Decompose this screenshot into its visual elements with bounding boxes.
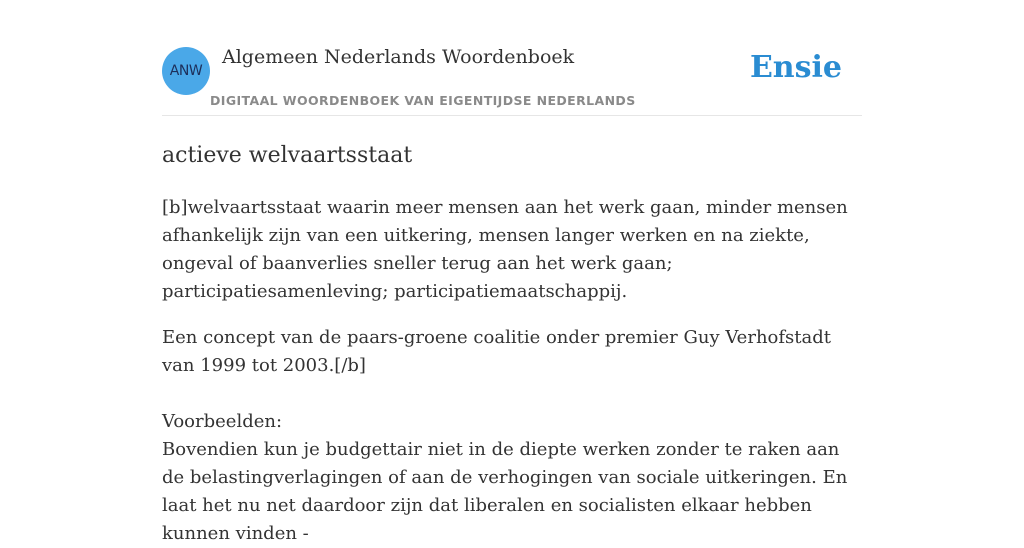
spacer: [162, 380, 862, 408]
example-text: Bovendien kun je budgettair niet in de diepte werken zonder te raken aan de belastingverlagingen of aan de verhogingen van sociale uitkeringen. En laat het nu net daardoor zijn dat liberalen en socialisten elkaar hebben kunnen vinden -: [162, 439, 848, 544]
anw-logo[interactable]: ANW: [162, 47, 210, 95]
examples-label: Voorbeelden:: [162, 411, 283, 432]
ensie-logo-link[interactable]: Ensie: [749, 50, 842, 85]
entry-context: Een concept van de paars-groene coalitie onder premier Guy Verhofstadt van 1999 tot 2003.[/b]: [162, 327, 831, 376]
page: [162, 0, 862, 544]
site-subtitle: DIGITAAL WOORDENBOEK VAN EIGENTIJDSE NEDERLANDS: [210, 93, 636, 108]
site-header: [162, 0, 862, 116]
site-title[interactable]: Algemeen Nederlands Woordenboek: [222, 46, 575, 68]
entry-definition: [b]welvaartsstaat waarin meer mensen aan het werk gaan, minder mensen afhankelijk zijn van een uitkering, mensen langer werken en na ziekte, ongeval of baanverlies sneller terug aan het werk gaan; participatiesamenleving; participatiemaatschappij.: [162, 197, 848, 302]
entry-title: actieve welvaartsstaat: [162, 143, 413, 168]
